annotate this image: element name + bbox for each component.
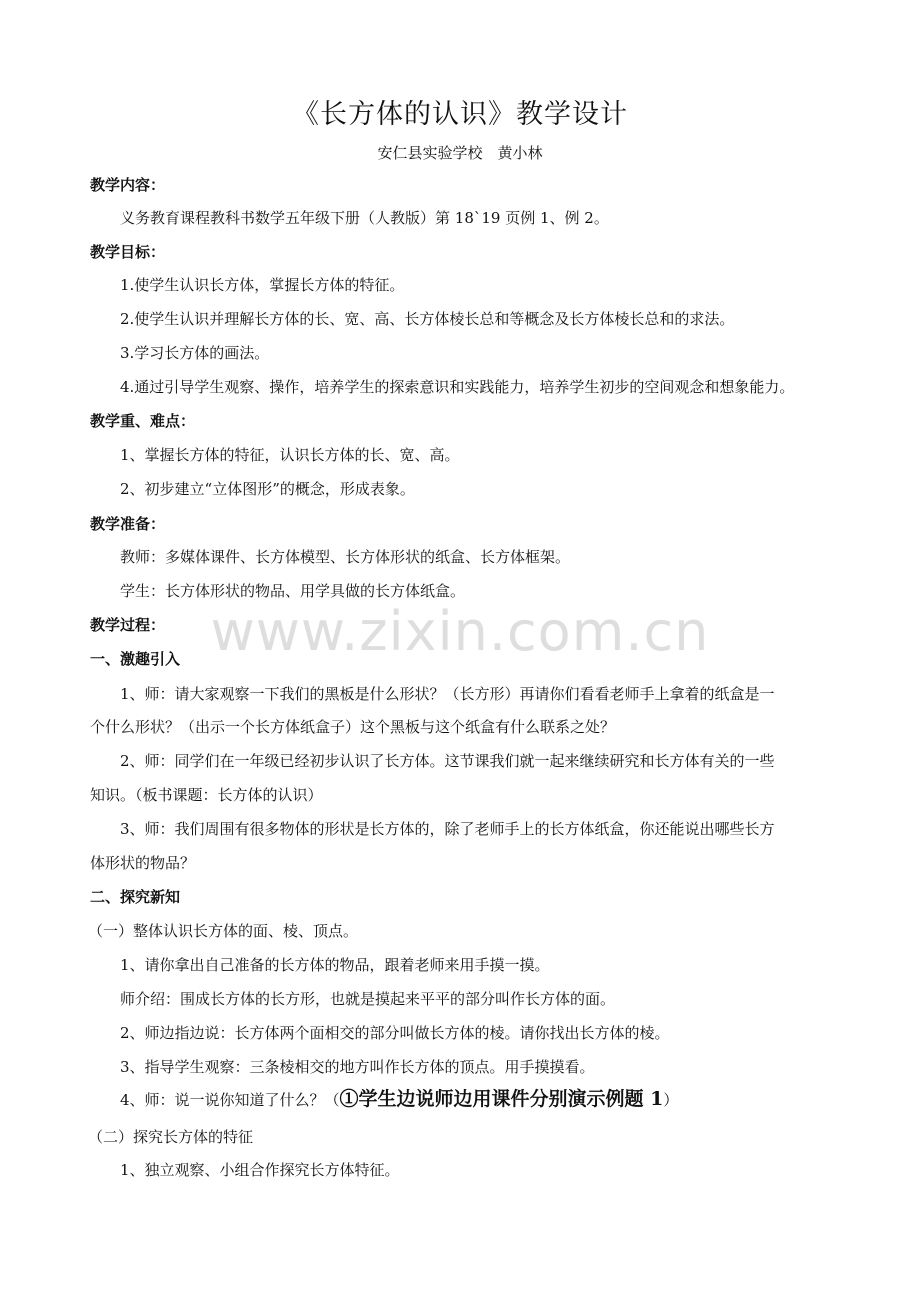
heading-part-one: 一、激趣引入 (90, 650, 181, 668)
paragraph-text: 4、师：说一说你知道了什么？（ (120, 1091, 340, 1109)
watermark: www.zixin.com.cn (210, 600, 710, 663)
key-point-item: 1、掌握长方体的特征，认识长方体的长、宽、高。 (120, 446, 460, 464)
document-title: 《长方体的认识》教学设计 (292, 99, 628, 130)
paragraph-line: 1、师：请大家观察一下我们的黑板是什么形状？（长方形）再请你们看看老师手上拿着的纸盒是一 (120, 685, 775, 703)
goal-item: 1.使学生认识长方体，掌握长方体的特征。 (120, 276, 405, 294)
paragraph-line: 3、指导学生观察：三条棱相交的地方叫作长方体的顶点。用手摸摸看。 (120, 1058, 595, 1076)
heading-goals: 教学目标： (90, 243, 166, 261)
goal-item: 2.使学生认识并理解长方体的长、宽、高、长方体棱长总和等概念及长方体棱长总和的求法。 (120, 310, 735, 328)
key-point-item: 2、初步建立“立体图形”的概念，形成表象。 (120, 480, 415, 498)
content-text: 义务教育课程教科书数学五年级下册（人教版）第 18`19 页例 1、例 2。 (120, 209, 609, 227)
subsection-heading: （一）整体认识长方体的面、棱、顶点。 (88, 922, 359, 940)
paragraph-line: 知识。（板书课题：长方体的认识） (90, 786, 323, 804)
author-line: 安仁县实验学校 黄小林 (377, 144, 543, 162)
heading-process: 教学过程： (90, 616, 166, 634)
paragraph-line: 3、师：我们周围有很多物体的形状是长方体的，除了老师手上的长方体纸盒，你还能说出哪些长方 (120, 820, 775, 838)
paragraph-line: 1、请你拿出自己准备的长方体的物品，跟着老师来用手摸一摸。 (120, 956, 550, 974)
paragraph-line: 体形状的物品？ (90, 854, 196, 872)
heading-key-points: 教学重、难点： (90, 412, 196, 430)
preparation-item: 教师：多媒体课件、长方体模型、长方体形状的纸盒、长方体框架。 (120, 548, 571, 566)
emphasis-text: ①学生边说师边用课件分别演示例题 1 (339, 1088, 664, 1110)
goal-item: 3.学习长方体的画法。 (120, 344, 270, 362)
paragraph-line: 2、师边指边说：长方体两个面相交的部分叫做长方体的棱。请你找出长方体的棱。 (120, 1024, 670, 1042)
paragraph-line: 师介绍：围成长方体的长方形，也就是摸起来平平的部分叫作长方体的面。 (120, 990, 616, 1008)
heading-part-two: 二、探究新知 (90, 888, 181, 906)
goal-item: 4.通过引导学生观察、操作，培养学生的探索意识和实践能力，培养学生初步的空间观念和想象能力。 (120, 378, 795, 396)
paragraph-text: ） (663, 1091, 679, 1109)
preparation-item: 学生：长方体形状的物品、用学具做的长方体纸盒。 (120, 582, 466, 600)
paragraph-line-mixed (120, 1088, 870, 1111)
paragraph-line: 个什么形状？（出示一个长方体纸盒子）这个黑板与这个纸盒有什么联系之处？ (90, 718, 616, 736)
paragraph-line: 2、师：同学们在一年级已经初步认识了长方体。这节课我们就一起来继续研究和长方体有关的一些 (120, 752, 775, 770)
paragraph-line: 1、独立观察、小组合作探究长方体特征。 (120, 1161, 400, 1179)
heading-content: 教学内容： (90, 176, 166, 194)
subsection-heading: （二）探究长方体的特征 (88, 1128, 254, 1146)
heading-preparation: 教学准备： (90, 515, 166, 533)
